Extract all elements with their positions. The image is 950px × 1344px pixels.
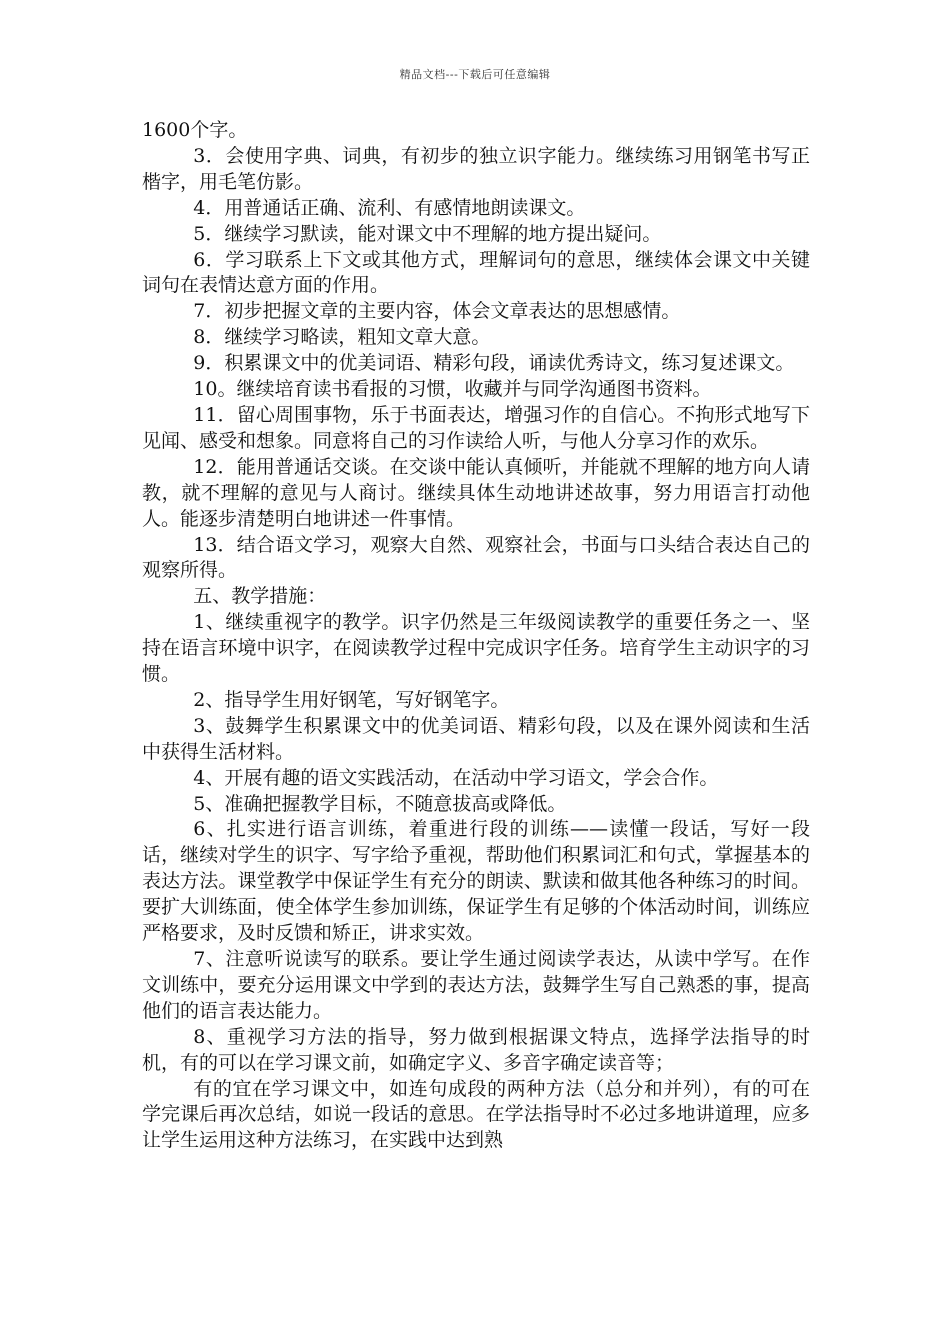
paragraph: 6、扎实进行语言训练，着重进行段的训练——读懂一段话，写好一段话，继续对学生的识字、写字给予重视，帮助他们积累词汇和句式，掌握基本的表达方法。课堂教学中保证学生有充分的朗读、默读和做其他各种练习的时间。要扩大训练面，使全体学生参加训练，保证学生有足够的个体活动时间，训练应严格要求，及时反馈和矫正，讲求实效。 bbox=[142, 818, 810, 945]
paragraph: 6．学习联系上下文或其他方式，理解词句的意思，继续体会课文中关键词句在表情达意方面的作用。 bbox=[142, 248, 810, 297]
paragraph: 12．能用普通话交谈。在交谈中能认真倾听，并能就不理解的地方向人请教，就不理解的意见与人商讨。继续具体生动地讲述故事，努力用语言打动他人。能逐步清楚明白地讲述一件事情。 bbox=[142, 455, 810, 530]
paragraph: 1600个字。 bbox=[142, 119, 248, 141]
paragraph: 5、准确把握教学目标，不随意拔高或降低。 bbox=[193, 792, 567, 815]
paragraph: 有的宜在学习课文中，如连句成段的两种方法（总分和并列），有的可在学完课后再次总结，如说一段话的意思。在学法指导时不必过多地讲道理，应多让学生运用这种方法练习，在实践中达到熟 bbox=[142, 1077, 810, 1152]
paragraph: 8．继续学习略读，粗知文章大意。 bbox=[193, 326, 491, 349]
paragraph: 3、鼓舞学生积累课文中的优美词语、精彩句段，以及在课外阅读和生活中获得生活材料。 bbox=[142, 714, 810, 763]
paragraph: 7、注意听说读写的联系。要让学生通过阅读学表达，从读中学写。在作文训练中，要充分运用课文中学到的表达方法，鼓舞学生写自己熟悉的事，提高他们的语言表达能力。 bbox=[142, 948, 810, 1022]
paragraph: 3．会使用字典、词典，有初步的独立识字能力。继续练习用钢笔书写正楷字，用毛笔仿影。 bbox=[142, 144, 810, 193]
paragraph: 4、开展有趣的语文实践活动，在活动中学习语文，学会合作。 bbox=[193, 766, 719, 789]
paragraph: 8、重视学习方法的指导，努力做到根据课文特点，选择学法指导的时机，有的可以在学习课文前，如确定字义、多音字确定读音等； bbox=[142, 1025, 810, 1074]
paragraph: 13．结合语文学习，观察大自然、观察社会，书面与口头结合表达自己的观察所得。 bbox=[142, 533, 810, 582]
running-header: 精品文档---下载后可任意编辑 bbox=[399, 68, 551, 81]
paragraph: 4．用普通话正确、流利、有感情地朗读课文。 bbox=[193, 196, 586, 219]
paragraph: 11．留心周围事物，乐于书面表达，增强习作的自信心。不拘形式地写下见闻、感受和想象。同意将自己的习作读给人听，与他人分享习作的欢乐。 bbox=[142, 403, 810, 452]
document-body bbox=[142, 118, 810, 1154]
section-heading: 五、教学措施： bbox=[193, 585, 327, 608]
paragraph: 1、继续重视字的教学。识字仍然是三年级阅读教学的重要任务之一、坚持在语言环境中识字，在阅读教学过程中完成识字任务。培育学生主动识字的习惯。 bbox=[142, 611, 810, 686]
paragraph: 7．初步把握文章的主要内容，体会文章表达的思想感情。 bbox=[193, 300, 681, 323]
paragraph: 2、指导学生用好钢笔，写好钢笔字。 bbox=[193, 688, 510, 711]
paragraph: 10。继续培育读书看报的习惯，收藏并与同学沟通图书资料。 bbox=[193, 378, 712, 401]
paragraph: 5．继续学习默读，能对课文中不理解的地方提出疑问。 bbox=[193, 222, 662, 245]
paragraph: 9．积累课文中的优美词语、精彩句段，诵读优秀诗文，练习复述课文。 bbox=[193, 352, 795, 375]
